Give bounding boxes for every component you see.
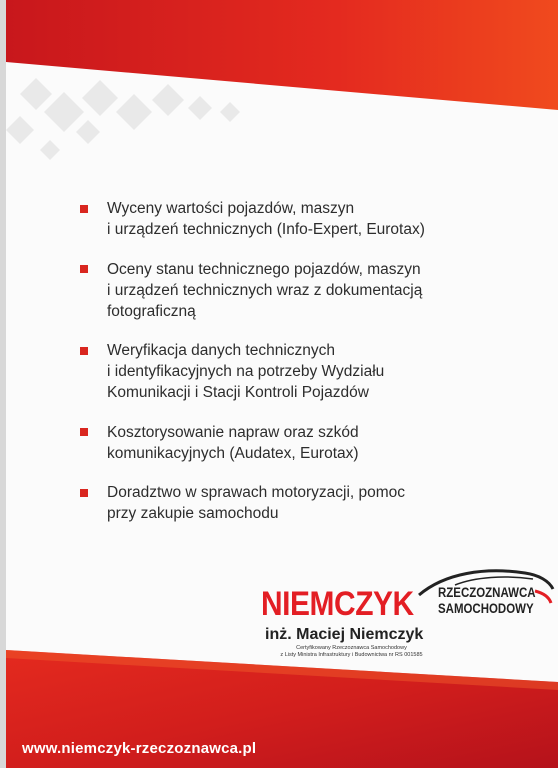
square-bullet-icon <box>80 428 88 436</box>
service-text: Doradztwo w sprawach motoryzacji, pomoc przy zakupie samochodu <box>107 484 406 522</box>
square-bullet-icon <box>80 205 88 213</box>
brand-tagline-1: RZECZOZNAWCA <box>438 585 536 600</box>
square-bullet-icon <box>80 265 88 273</box>
square-bullet-icon <box>80 489 88 497</box>
brand-tagline-2: SAMOCHODOWY <box>438 601 534 616</box>
person-name: inż. Maciej Niemczyk <box>265 626 424 643</box>
service-text: Weryfikacja danych technicznych i identyfikacyjnych na potrzeby Wydziału Komunikacji i Stacji Kontroli Pojazdów <box>107 342 385 401</box>
website-link[interactable]: www.niemczyk-rzeczoznawca.pl <box>22 740 257 757</box>
service-text: Oceny stanu technicznego pojazdów, maszyn i urządzeń technicznych wraz z dokumentacją fotograficzną <box>107 260 423 320</box>
service-item <box>80 198 520 240</box>
service-item <box>80 340 520 403</box>
square-bullet-icon <box>80 347 88 355</box>
certification-line-1: Certyfikowany Rzeczoznawca Samochodowy <box>296 645 407 651</box>
brand-name: NIEMCZYK <box>261 585 414 623</box>
service-item <box>80 422 520 464</box>
service-item <box>80 482 520 524</box>
certification-line-2: z Listy Ministra Infrastruktury i Budownictwa nr RS 001585 <box>280 652 423 658</box>
service-text: Kosztorysowanie napraw oraz szkód komunikacyjnych (Audatex, Eurotax) <box>107 423 359 462</box>
top-decorative-band <box>0 0 558 160</box>
services-list <box>80 198 520 543</box>
service-text: Wyceny wartości pojazdów, maszyn i urządzeń technicznych (Info-Expert, Eurotax) <box>107 200 425 238</box>
service-item <box>80 259 520 322</box>
